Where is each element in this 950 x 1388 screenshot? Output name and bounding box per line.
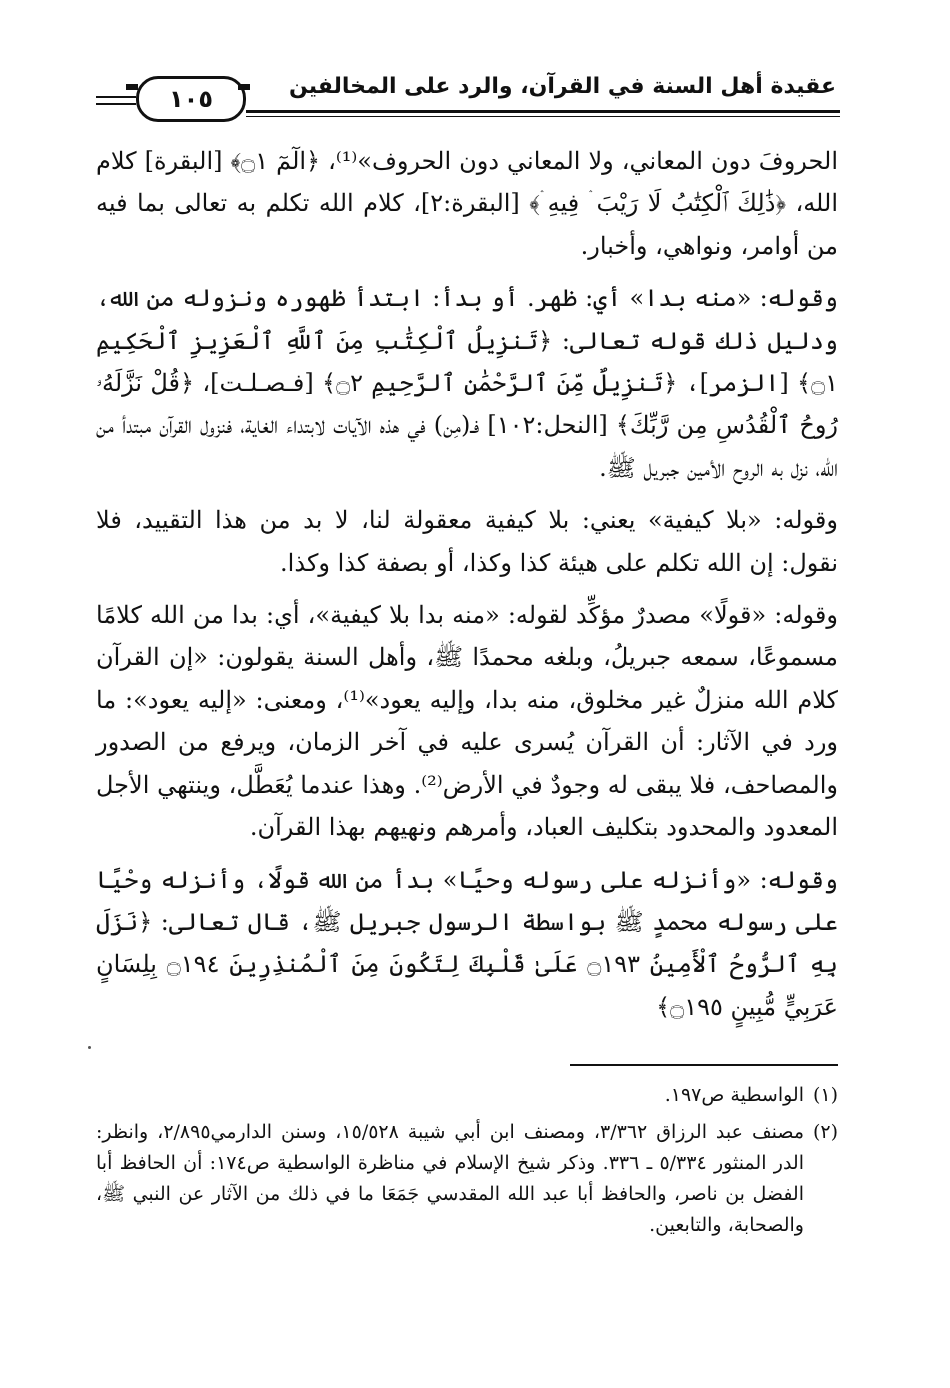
paragraph-5: وقوله: «وأنزله على رسوله وحيًا» بدأ من الله قولًا، وأنزله وحْيًا على رسوله محمدٍ ﷺ بواسطة الرسول جبريل ﷺ، قال تعالى: ﴿نَزَلَ بِهِ ٱلرُّوحُ ٱلْأَمِينُ ۝١٩٣ عَلَىٰ قَلْبِكَ لِتَكُونَ مِنَ ٱلْمُنذِرِينَ ۝١٩٤ بِلِسَانٍ عَرَبِيٍّ مُّبِينٍ ۝١٩٥﴾ — [96, 865, 838, 1021]
page-number: ١٠٥ — [169, 85, 213, 113]
footnote-number: (١) — [812, 1084, 838, 1106]
paragraph-1: الحروفَ دون المعاني، ولا المعاني دون الحروف»⁽¹⁾، ﴿الٓمٓ ۝١﴾ [البقرة] كلام الله، ﴿ذَٰلِكَ ٱلْكِتَٰبُ لَا رَيْبَ ۛ فِيهِ ۛ﴾ [البقرة:٢]، كلام الله تكلم به تعالى بما فيه من أوامر، ونواهي، وأخبار. — [96, 147, 838, 260]
badge-ornament-right — [238, 84, 250, 90]
main-text — [96, 140, 838, 1038]
page-number-badge — [136, 76, 246, 122]
footnote-text: الواسطية ص١٩٧. — [664, 1084, 804, 1106]
scan-speck — [88, 1046, 91, 1049]
paragraph-2: وقوله: «منه بدا» أي: ظهر. أو بدأ: ابتدأ ظهوره ونزوله من الله، ودليل ذلك قوله تعالى: ﴿تَنزِيلُ ٱلْكِتَٰبِ مِنَ ٱللَّهِ ٱلْعَزِيزِ ٱلْحَكِيمِ ۝١﴾ [الزمر]، ﴿تَنزِيلٌ مِّنَ ٱلرَّحْمَٰنِ ٱلرَّحِيمِ ۝٢﴾ [فـصـلـت]، ﴿قُلْ نَزَّلَهُۥ رُوحُ ٱلْقُدُسِ مِن رَّبِّكَ﴾ [النحل:١٠٢] فـ(مِن) في هذه الآيات لابتداء الغاية، فنزول القرآن مبتدأ من الله، نزل به الروح الأمين جبريل ﷺ. — [96, 284, 839, 482]
footnote-number: (٢) — [812, 1121, 838, 1143]
page-header — [96, 66, 840, 130]
footnotes — [96, 1080, 838, 1247]
header-ornament-lines — [96, 96, 136, 110]
footnote-separator — [570, 1064, 838, 1066]
badge-ornament-left — [126, 84, 138, 90]
footnote-1 — [96, 1080, 838, 1111]
paragraph-3: وقوله: «بلا كيفية» يعني: بلا كيفية معقولة لنا، لا بد من هذا التقييد، فلا نقول: إن الله تكلم على هيئة كذا وكذا، أو بصفة كذا وكذا. — [96, 506, 838, 577]
footnote-text: مصنف عبد الرزاق ٣/٣٦٢، ومصنف ابن أبي شيبة ١٥/٥٢٨، وسنن الدارمي٢/٨٩٥، وانظر: الدر المنثور ٥/٣٣٤ ـ ٣٣٦. وذكر شيخ الإسلام في مناظرة الواسطية ص١٧٤: أن الحافظ أبا الفضل بن ناصر، والحافظ أبا عبد الله المقدسي جَمَعَا ما في ذلك من الآثار عن النبي ﷺ، والصحابة، والتابعين. — [96, 1121, 804, 1236]
header-rule — [246, 110, 840, 113]
paragraph-4: وقوله: «قولًا» مصدرٌ مؤكِّد لقوله: «منه بدا بلا كيفية»، أي: بدا من الله كلامًا مسموعًا، سمعه جبريلُ، وبلغه محمدًا ﷺ، وأهل السنة يقولون: «إن القرآن كلام الله منزلٌ غير مخلوق، منه بدا، وإليه يعود»⁽¹⁾، ومعنى: «إليه يعود»: ما ورد في الآثار: أن القرآن يُسرى عليه في آخر الزمان، ويرفع من الصدور والمصاحف، فلا يبقى له وجودٌ في الأرض⁽²⁾. وهذا عندما يُعَطَّل، وينتهي الأجل المعدود والمحدود بتكليف العباد، وأمرهم ونهيهم بهذا القرآن. — [96, 601, 839, 842]
header-rule-thin — [246, 116, 840, 117]
footnote-2 — [96, 1117, 838, 1241]
running-title: عقيدة أهل السنة في القرآن، والرد على المخالفين — [288, 74, 836, 99]
